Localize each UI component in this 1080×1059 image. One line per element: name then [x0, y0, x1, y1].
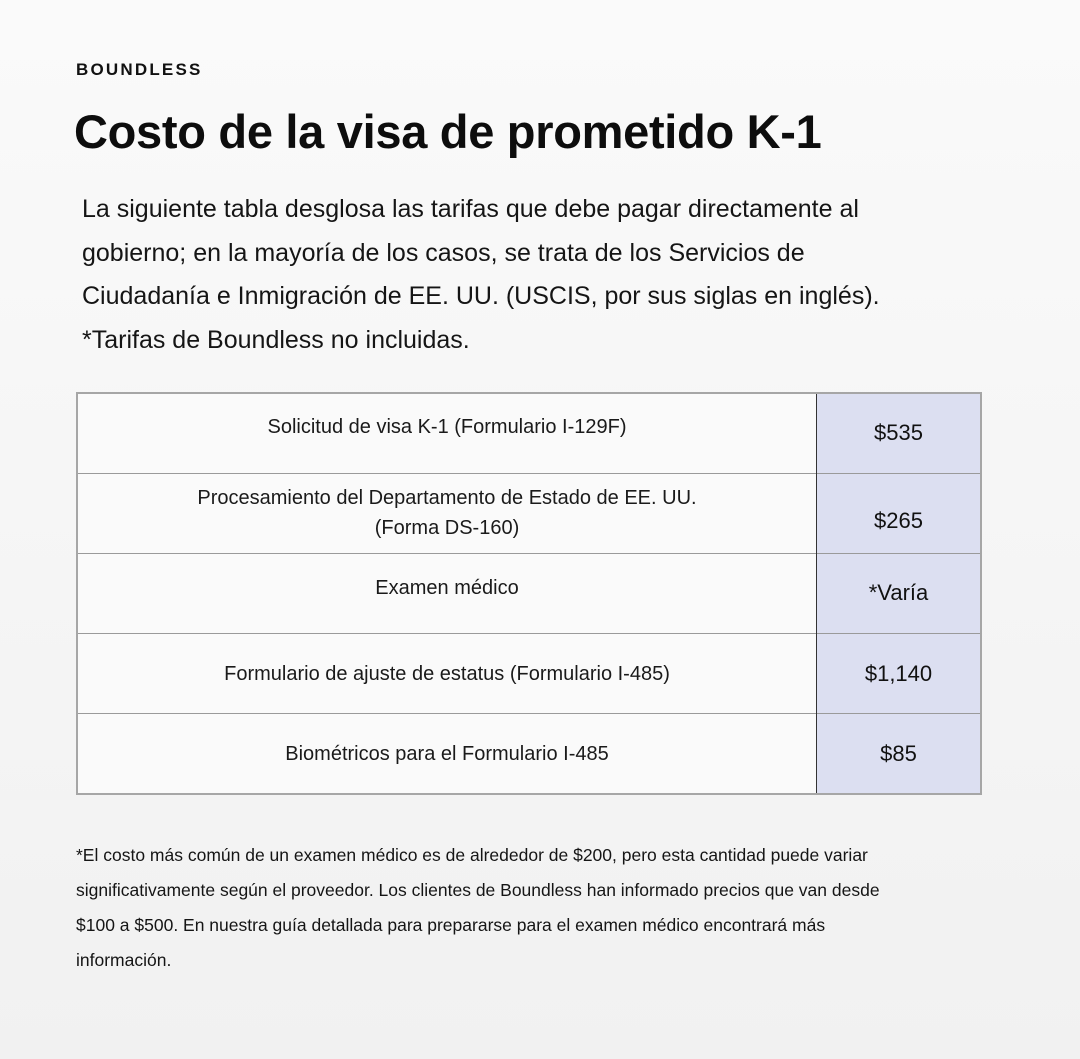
footnote-line: $100 a $500. En nuestra guía detallada para prepararse para el examen médico encontrará más — [76, 915, 826, 935]
intro-line: Ciudadanía e Inmigración de EE. UU. (USCIS, por sus siglas en inglés). — [82, 282, 880, 310]
fee-price-cell: $1,140 — [817, 634, 982, 714]
fee-item-cell — [77, 634, 817, 714]
brand-logo-text: BOUNDLESS — [76, 60, 203, 79]
footnote-line: *El costo más común de un examen médico es de alrededor de $200, pero esta cantidad puede variar — [76, 845, 868, 865]
fee-table — [76, 392, 982, 795]
fee-item-cell — [77, 393, 817, 473]
table-row — [77, 634, 981, 714]
fee-price-cell: *Varía — [817, 553, 982, 633]
fee-item-label: Procesamiento del Departamento de Estado de EE. UU. — [197, 487, 697, 510]
fee-item-label: Formulario de ajuste de estatus (Formulario I-485) — [224, 662, 670, 685]
intro-line: gobierno; en la mayoría de los casos, se trata de los Servicios de — [82, 238, 805, 267]
table-row — [77, 393, 981, 473]
fee-item-label: Solicitud de visa K-1 (Formulario I-129F) — [267, 416, 627, 439]
table-row — [77, 714, 981, 794]
table-row — [77, 473, 981, 553]
fee-item-cell — [77, 714, 817, 794]
fee-item-cell — [77, 473, 817, 553]
fee-price-cell: $85 — [817, 714, 982, 794]
fee-item-cell — [77, 553, 817, 633]
fee-item-label: Biométricos para el Formulario I-485 — [285, 742, 609, 765]
footnote — [76, 838, 996, 978]
footnote-line: significativamente según el proveedor. Los clientes de Boundless han informado precios que van desde — [76, 880, 880, 900]
intro-line: *Tarifas de Boundless no incluidas. — [82, 325, 470, 354]
intro-paragraph — [82, 188, 1002, 362]
table-row — [77, 553, 981, 633]
fee-price-cell: $265 — [817, 473, 982, 553]
footnote-line: información. — [76, 950, 172, 970]
intro-line: La siguiente tabla desglosa las tarifas que debe pagar directamente al — [82, 195, 859, 223]
fee-item-label: Examen médico — [375, 577, 519, 600]
fee-price-cell: $535 — [817, 393, 982, 473]
fee-item-label: (Forma DS-160) — [374, 517, 520, 540]
page-title: Costo de la visa de prometido K-1 — [74, 105, 822, 158]
